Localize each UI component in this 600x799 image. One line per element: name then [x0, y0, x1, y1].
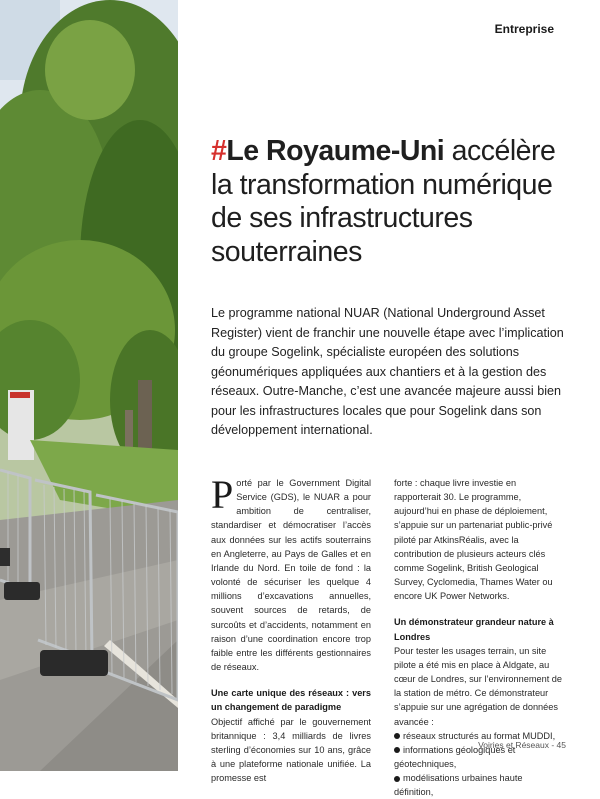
photo-illustration — [0, 0, 178, 771]
bullet-item: informations géologiques et géotechniques, — [394, 744, 516, 769]
article-lede: Le programme national NUAR (National Underground Asset Register) vient de franchir une nouvelle étape avec l’implication du groupe Sogelink, spécialiste européen des solutions géonumériques appliquées aux chantiers et à la gestion des réseaux. Outre-Manche, c’est une avancée majeure aussi bien pour les infrastructures locales que pour Sogelink dans son développement international. — [211, 306, 564, 437]
page-folio: Voiries et Réseaux - 45 — [478, 740, 566, 750]
column2-subhead: Un démonstrateur grandeur nature à Londres — [394, 617, 554, 642]
bullet-item: modélisations urbaines haute définition, — [394, 773, 523, 798]
article-headline — [211, 135, 581, 269]
column1-paragraph-1 — [211, 472, 371, 674]
column1-paragraph-1-text: orté par le Government Digital Service (GDS), le NUAR a pour ambition de centraliser, standardiser et démocratiser l’accès aux données sur les actifs souterrains en Angleterre, au Pays de Galles et en Irlande du Nord. En toile de fond : la volonté de sécuriser les quelque 4 millions d’excavations annuelles, souvent sources de retards, de surcoûts et d’accidents, notamment en raison d’une coordination encore trop faible entre les différents gestionnaires de réseaux. — [211, 478, 371, 673]
section-label: Entreprise — [494, 22, 554, 36]
street-photo — [0, 0, 178, 771]
headline-rest: accélère la transformation numérique de ses infrastructures souterraines — [211, 135, 556, 268]
headline-strong: Le Royaume-Uni — [226, 135, 445, 167]
article-column-2 — [394, 476, 562, 799]
bullet-item: réseaux structurés au format MUDDI, — [394, 729, 562, 743]
headline-hash: # — [211, 135, 227, 167]
article-column-1 — [211, 472, 371, 785]
column2-paragraph-2: Pour tester les usages terrain, un site pilote a été mis en place à Aldgate, au cœur de Londres, sur l’environnement de la station de métro. Ce démonstrateur s’appuie sur une agrégation de données avancée : — [394, 645, 563, 727]
column1-paragraph-2: Objectif affiché par le gouvernement britannique : 3,4 milliards de livres sterling d’économies sur 10 ans, grâce à une plateforme nationale unifiée. La promesse est — [211, 716, 371, 784]
drop-cap: P — [211, 472, 234, 517]
bullet-dot-icon — [394, 776, 400, 782]
bullet-dot-icon — [394, 733, 400, 739]
bullet-dot-icon — [394, 747, 400, 753]
column1-subhead: Une carte unique des réseaux : vers un changement de paradigme — [211, 688, 371, 713]
column2-paragraph-1: forte : chaque livre investie en rapporterait 30. Le programme, aujourd’hui en phase de déploiement, s’appuie sur un partenariat public-privé piloté par AtkinsRéalis, avec la contribution de plusieurs acteurs clés comme Sogelink, British Geological Survey, Cyclomedia, Thames Water ou encore UK Power Networks. — [394, 478, 553, 602]
